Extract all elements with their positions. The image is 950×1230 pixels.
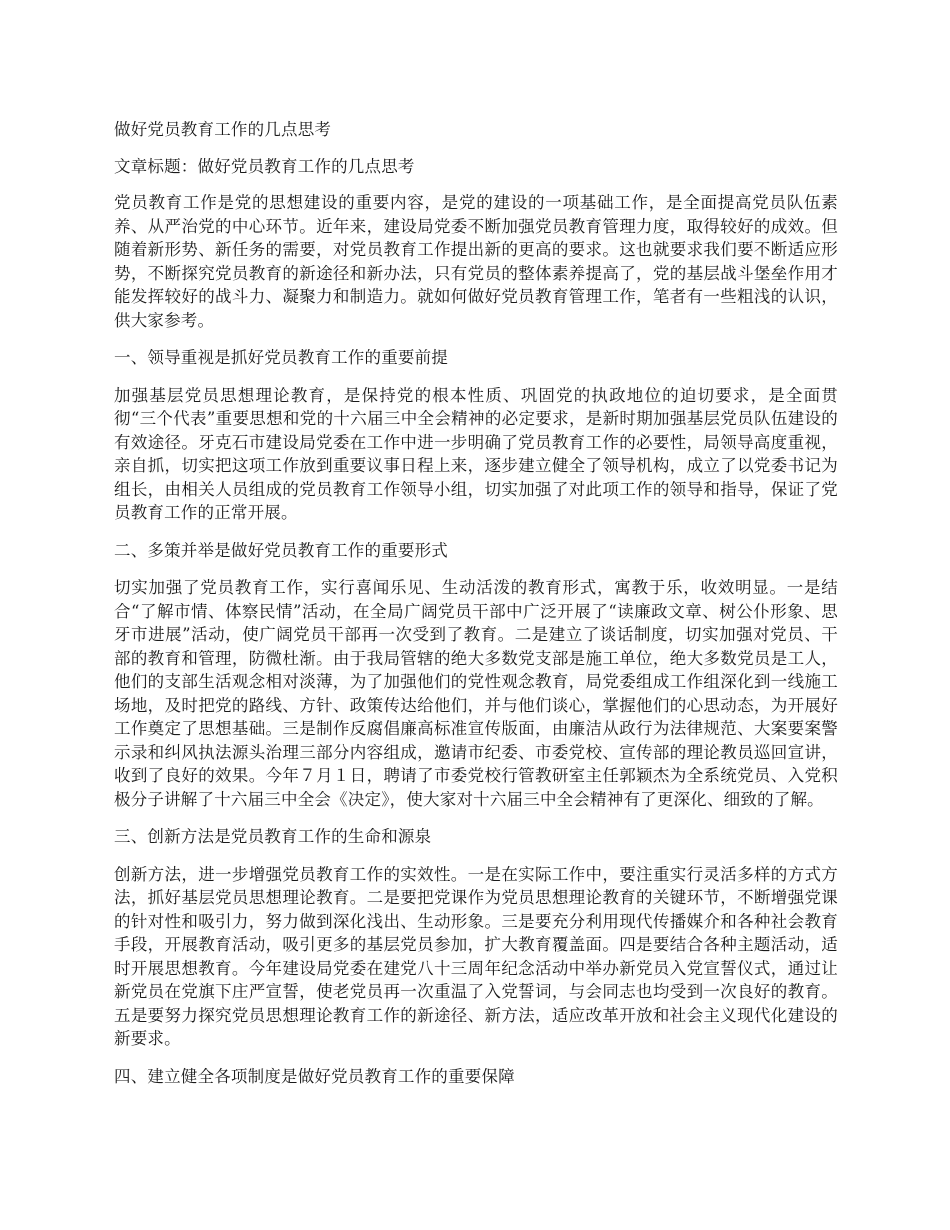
intro-paragraph: 党员教育工作是党的思想建设的重要内容，是党的建设的一项基础工作，是全面提高党员队伍素养、从严治党的中心环节。近年来，建设局党委不断加强党员教育管理力度，取得较好的成效。但随着新形势、新任务的需要，对党员教育工作提出新的更高的要求。这也就要求我们要不断适应形势，不断探究党员教育的新途径和新办法，只有党员的整体素养提高了，党的基层战斗堡垒作用才能发挥较好的战斗力、凝聚力和制造力。就如何做好党员教育管理工作，笔者有一些粗浅的认识，供大家参考。 [114, 193, 838, 330]
section-3-heading: 三、创新方法是党员教育工作的生命和源泉 [114, 827, 432, 846]
section-2-heading: 二、多策并举是做好党员教育工作的重要形式 [114, 540, 448, 560]
section-1-paragraph: 加强基层党员思想理论教育，是保持党的根本性质、巩固党的执政地位的迫切要求，是全面贯彻“三个代表”重要思想和党的十六届三中全会精神的必定要求，是新时期加强基层党员队伍建设的有效途径。牙克石市建设局党委在工作中进一步明确了党员教育工作的必要性，局领导高度重视，亲自抓，切实把这项工作放到重要议事日程上来，逐步建立健全了领导机构，成立了以党委书记为组长，由相关人员组成的党员教育工作领导小组，切实加强了对此项工作的领导和指导，保证了党员教育工作的正常开展。 [114, 385, 838, 522]
document-title: 做好党员教育工作的几点思考 [114, 120, 332, 139]
article-title: 文章标题：做好党员教育工作的几点思考 [114, 156, 415, 176]
section-3-paragraph: 创新方法，进一步增强党员教育工作的实效性。一是在实际工作中，要注重实行灵活多样的方式方法，抓好基层党员思想理论教育。二是要把党课作为党员思想理论教育的关键环节，不断增强党课的针对性和吸引力，努力做到深化浅出、生动形象。三是要充分利用现代传播媒介和各种社会教育手段，开展教育活动，吸引更多的基层党员参加，扩大教育覆盖面。四是要结合各种主题活动，适时开展思想教育。今年建设局党委在建党八十三周年纪念活动中举办新党员入党宣誓仪式，通过让新党员在党旗下庄严宣誓，使老党员再一次重温了入党誓词，与会同志也均受到一次良好的教育。五是要努力探究党员思想理论教育工作的新途径、新方法，适应改革开放和社会主义现代化建设的新要求。 [114, 864, 838, 1048]
section-4-heading: 四、建立健全各项制度是做好党员教育工作的重要保障 [114, 1066, 515, 1086]
section-2-paragraph: 切实加强了党员教育工作，实行喜闻乐见、生动活泼的教育形式，寓教于乐，收效明显。一是结合“了解市情、体察民情”活动，在全局广阔党员干部中广泛开展了“读廉政文章、树公仆形象、思牙市进展”活动，使广阔党员干部再一次受到了教育。二是建立了谈话制度，切实加强对党员、干部的教育和管理，防微杜渐。由于我局管辖的绝大多数党支部是施工单位，绝大多数党员是工人，他们的支部生活观念相对淡薄，为了加强他们的党性观念教育，局党委组成工作组深化到一线施工场地，及时把党的路线、方针、政策传达给他们，并与他们谈心，掌握他们的心思动态，为开展好工作奠定了思想基础。三是制作反腐倡廉高标准宣传版面，由廉洁从政行为法律规范、大案要案警示录和纠风执法源头治理三部分内容组成，邀请市纪委、市委党校、宣传部的理论教员巡回宣讲，收到了良好的效果。今年７月１日，聘请了市委党校行管教研室主任郭颖杰为全系统党员、入党积极分子讲解了十六届三中全会《决定》，使大家对十六届三中全会精神有了更深化、细致的了解。 [114, 578, 838, 809]
document-page [114, 118, 838, 1102]
section-1-heading: 一、领导重视是抓好党员教育工作的重要前提 [114, 348, 448, 367]
